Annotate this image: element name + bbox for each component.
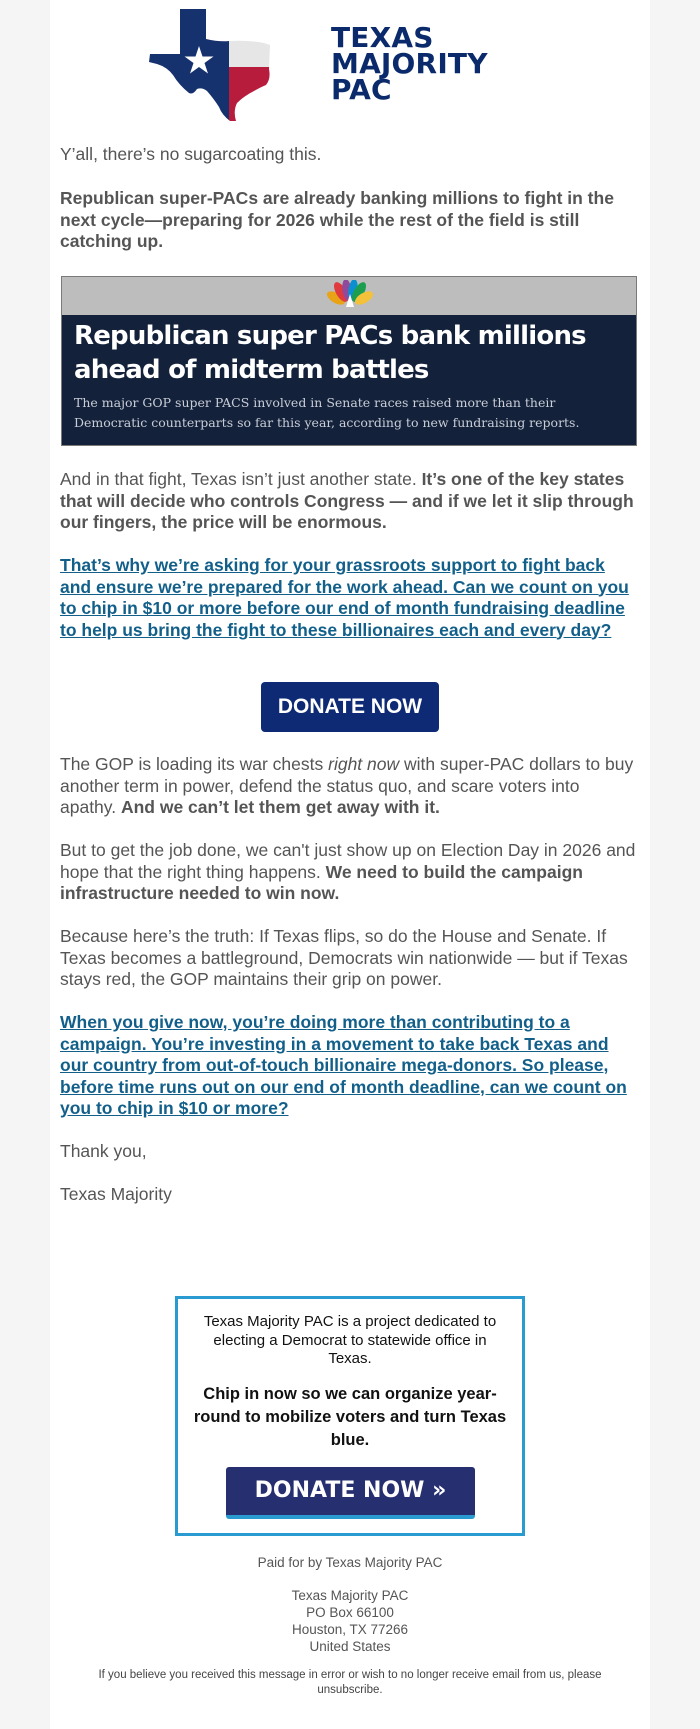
p3-bold: It’s one of the key states that will decide who controls Congress — and if we let it slip through our fingers, the price will be enormous.: [60, 469, 634, 532]
unsub-text: If you believe you received this message in error or wish to no longer receive email from us, please: [98, 1669, 602, 1681]
p4-bold: And we can’t let them get away with it.: [120, 797, 440, 817]
address-line: United States: [309, 1639, 391, 1654]
news-headline-image: [61, 276, 637, 446]
unsubscribe-link[interactable]: unsubscribe.: [317, 1684, 383, 1696]
mailing-address: [50, 1587, 650, 1655]
p4-a: The GOP is loading its war chests: [60, 754, 329, 774]
p4-italic: right now: [328, 754, 400, 774]
logo-line-2: MAJORITY: [331, 47, 488, 80]
paragraph-texas-key-state: [60, 469, 640, 534]
bold-paragraph: Republican super-PACs are already banking millions to fight in the next cycle—preparing for 2026 while the rest of the field is still catching up.: [60, 188, 614, 251]
nbc-peacock-icon: [324, 280, 376, 310]
address-line: Houston, TX 77266: [291, 1622, 409, 1637]
address-line: PO Box 66100: [306, 1605, 394, 1620]
thank-you: Thank you,: [60, 1141, 147, 1161]
p5-bold: We need to build the campaign infrastructure needed to win now.: [60, 861, 583, 903]
footer-box-text: Texas Majority PAC is a project dedicated to electing a Democrat to statewide office in Texas.: [203, 1313, 497, 1367]
p3-normal: And in that fight, Texas isn’t just another state.: [60, 469, 422, 489]
hero-subtitle: The major GOP super PACS involved in Senate races raised more than their Democratic counterparts so far this year, according to new fundraising reports.: [74, 395, 580, 430]
intro-paragraph: Y’all, there’s no sugarcoating this.: [60, 144, 322, 164]
paragraph-war-chests: [60, 754, 640, 819]
p4-b: with super-PAC dollars to buy another term in power, defend the status quo, and scare voters into apathy.: [60, 754, 634, 817]
unsubscribe-notice: [50, 1668, 650, 1698]
address-line: Texas Majority PAC: [291, 1588, 409, 1603]
give-now-link[interactable]: When you give now, you’re doing more than contributing to a campaign. You’re investing in a movement to take back Texas and our country from out-of-touch billionaire mega-donors. So please, before time runs out on our end of month deadline, can we count on you to chip in $10 or more?: [60, 1012, 627, 1118]
hero-title: Republican super PACs bank millions ahead of midterm battles: [74, 321, 586, 385]
p5-normal: But to get the job done, we can't just show up on Election Day in 2026 and hope that the right thing happens.: [60, 840, 636, 882]
paragraph-election-day: [60, 840, 640, 905]
grassroots-support-link[interactable]: That’s why we’re asking for your grassroots support to fight back and ensure we’re prepared for the work ahead. Can we count on you to chip in $10 or more before our end of month fundraising deadline to help us bring the fight to these billionaires each and every day?: [60, 555, 629, 640]
signature: Texas Majority: [60, 1184, 172, 1204]
logo-line-3: PAC: [331, 73, 392, 106]
footer-donate-box: [175, 1296, 525, 1536]
footer-box-bold: Chip in now so we can organize year-round to mobilize voters and turn Texas blue.: [193, 1385, 507, 1449]
paragraph-truth: Because here’s the truth: If Texas flips, so do the House and Senate. If Texas becomes a battleground, Democrats win nationwide — but if Texas stays red, the GOP maintains their grip on power.: [60, 926, 628, 989]
donate-now-button[interactable]: DONATE NOW: [261, 682, 439, 732]
paid-for-disclaimer: Paid for by Texas Majority PAC: [257, 1555, 443, 1570]
logo-wordmark: [331, 21, 488, 106]
hero-header-bar: [62, 277, 636, 315]
footer-donate-button[interactable]: DONATE NOW »: [226, 1467, 475, 1519]
logo-line-1: TEXAS: [331, 21, 434, 54]
texas-map-icon: [149, 9, 329, 121]
